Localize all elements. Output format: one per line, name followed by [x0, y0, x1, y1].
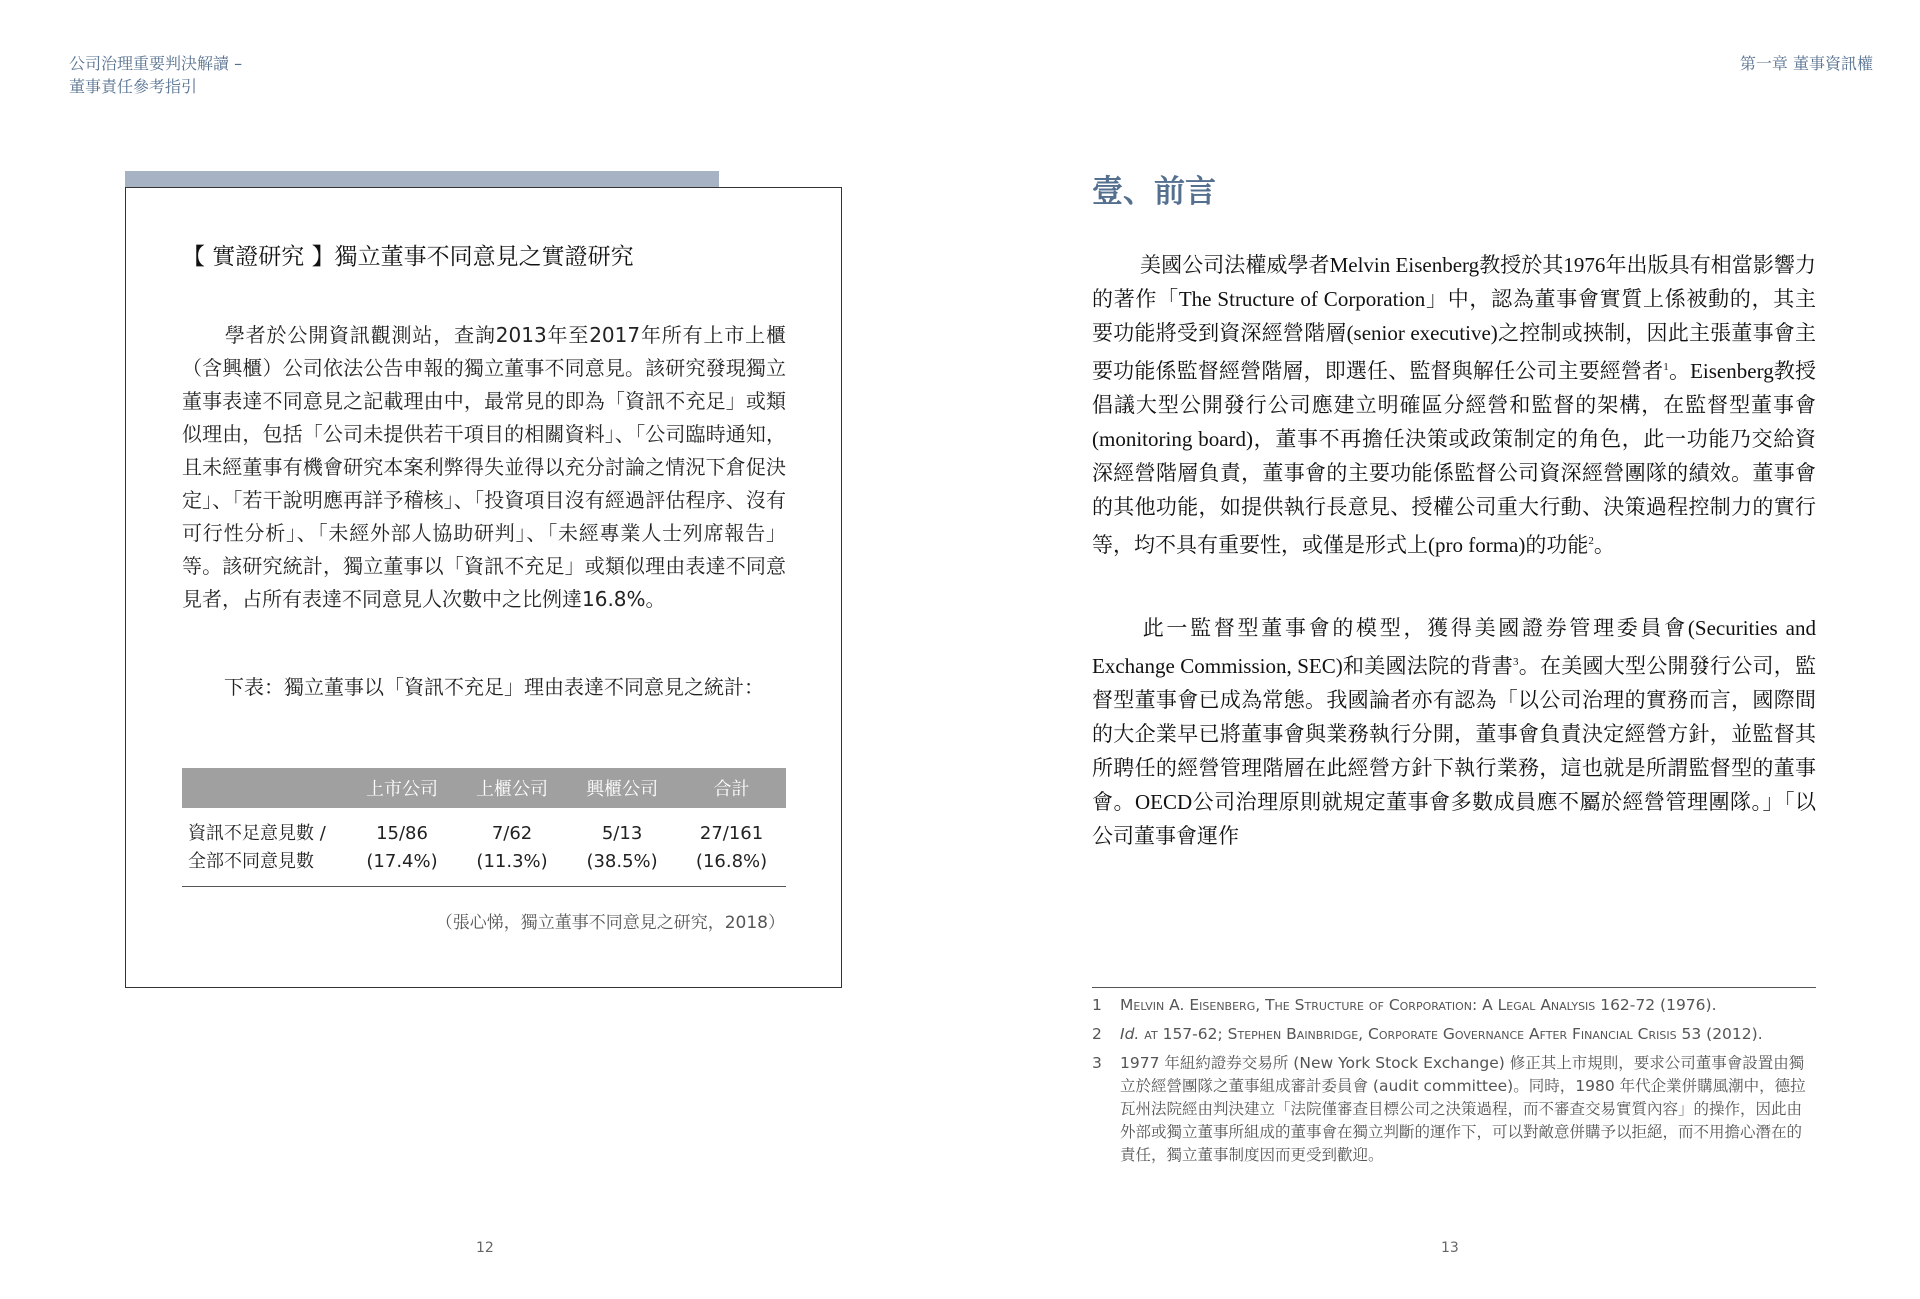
box-accent-tab: [125, 171, 719, 187]
table-cell: 15/86 (17.4%): [347, 808, 457, 887]
body-paragraph-1: 美國公司法權威學者Melvin Eisenberg教授於其1976年出版具有相當影響力的著作「The Structure of Corporation」中，認為董事會實質上係被動的，其主要功能將受到資深經營階層(senior executive)之控制或挾制，因此主張董事會主要功能係監督經營階層，即選任、監督與解任公司主要經營者$^1$。Eisenberg教授倡議大型公開發行公司應建立明確區分經營和監督的架構，在監督型董事會(monitoring board)，董事不再擔任決策或政策制定的角色，此一功能乃交給資深經營階層負責，董事會的主要功能係監督公司資深經營團隊的績效。董事會的其他功能，如提供執行長意見、授權公司重大行動、決策過程控制力的實行等，均不具有重要性，或僅是形式上(pro forma)的功能$^2$。: [1092, 253, 1817, 557]
table-header-cell: 合計: [677, 768, 786, 808]
box-paragraph-1: 學者於公開資訊觀測站，查詢2013年至2017年所有上市上櫃（含興櫃）公司依法公告申報的獨立董事不同意見。該研究發現獨立董事表達不同意見之記載理由中，最常見的即為「資訊不充足」或類似理由，包括「公司未提供若干項目的相關資料」、「公司臨時通知，且未經董事有機會研究本案利弊得失並得以充分討論之情況下倉促決定」、「若干說明應再詳予稽核」、「投資項目沒有經過評估程序、沒有可行性分析」、「未經外部人協助研判」、「未經專業人士列席報告」等。該研究統計，獨立董事以「資訊不充足」或類似理由表達不同意見者，占所有表達不同意見人次數中之比例達16.8%。: [182, 323, 786, 611]
table-header-cell: [182, 768, 347, 808]
table-header-cell: 上櫃公司: [457, 768, 567, 808]
book-title-line2: 董事責任參考指引: [69, 77, 198, 96]
footnote-ref-1: 1: [1663, 361, 1669, 373]
table-row-label: 資訊不足意見數 / 全部不同意見數: [182, 808, 347, 887]
box-title: 【 實證研究 】獨立董事不同意見之實證研究: [182, 244, 634, 270]
table-header-cell: 興櫃公司: [567, 768, 677, 808]
page-number-right: 13: [1441, 1240, 1459, 1256]
table-cell: 27/161 (16.8%): [677, 808, 786, 887]
footnote-ref-3: 3: [1513, 656, 1519, 668]
table-source-citation: （張心悌，獨立董事不同意見之研究，2018）: [435, 913, 785, 933]
footnote-3: 3 1977 年紐約證券交易所 (New York Stock Exchange) 修正其上市規則，要求公司董事會設置由獨立於經營團隊之董事組成審計委員會 (audit committee)。同時，1980 年代企業併購風潮中，德拉瓦州法院經由判決建立「法院僅審查目標公司之決策過程，而不審查交易實質內容」的操作，因此由外部或獨立董事所組成的董事會在獨立判斷的運作下，可以對敵意併購予以拒絕，而不用擔心潛在的責任，獨立董事制度因而更受到歡迎。: [1092, 1054, 1806, 1164]
statistics-table: [182, 768, 786, 887]
footnote-2: 2 Id. at 157-62; Stephen Bainbridge, Corporate Governance After Financial Crisis 53 (2012).: [1092, 1025, 1763, 1043]
table-header-row: [182, 768, 786, 808]
box-paragraph-2: 下表：獨立董事以「資訊不充足」理由表達不同意見之統計：: [224, 675, 764, 699]
footnote-ref-2: 2: [1588, 535, 1594, 547]
running-header-right: 第一章 董事資訊權: [1739, 54, 1873, 73]
page-number-left: 12: [476, 1240, 494, 1256]
table-cell: 7/62 (11.3%): [457, 808, 567, 887]
research-box: [125, 187, 842, 988]
table-header-cell: 上市公司: [347, 768, 457, 808]
table-row: [182, 808, 786, 887]
running-header-left: [69, 52, 389, 98]
footnotes: [1092, 994, 1816, 1173]
book-title-line1: 公司治理重要判決解讀 –: [69, 54, 243, 73]
footnote-1: 1 Melvin A. Eisenberg, The Structure of Corporation: A Legal Analysis 162-72 (1976).: [1092, 996, 1717, 1014]
body-paragraph-2: 此一監督型董事會的模型，獲得美國證券管理委員會(Securities and Exchange Commission, SEC)和美國法院的背書$^3$。在美國大型公開發行公司，監督型董事會已成為常態。我國論者亦有認為「以公司治理的實務而言，國際間的大企業早已將董事會與業務執行分開，董事會負責決定經營方針，並監督其所聘任的經營管理階層在此經營方針下執行業務，這也就是所謂監督型的董事會。OECD公司治理原則就規定董事會多數成員應不屬於經營管理團隊。」「以公司董事會運作: [1092, 616, 1816, 848]
table-cell: 5/13 (38.5%): [567, 808, 677, 887]
footnote-divider: [1092, 987, 1816, 988]
section-heading: 壹、前言: [1092, 174, 1216, 210]
